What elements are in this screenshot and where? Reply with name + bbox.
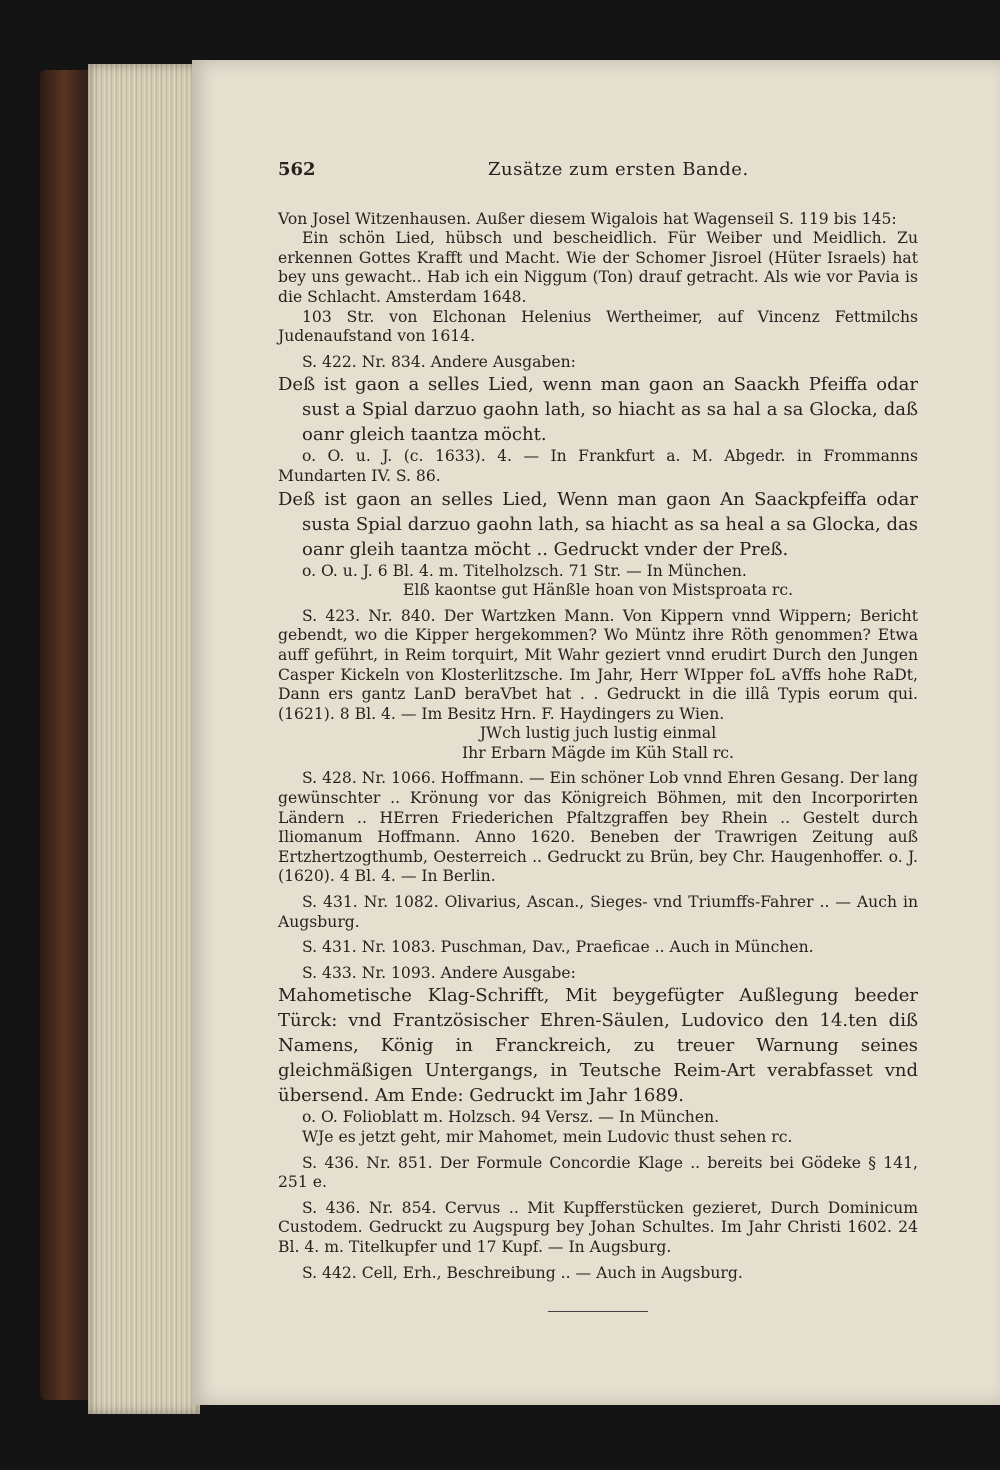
paragraph: Ein schön Lied, hübsch und bescheidlich. Für Weiber und Meidlich. Zu erkennen Gottes Krafft und Macht. Wie der Schomer Jisroel (Hüter Israels) hat bey uns gewacht.. Hab ich ein Niggum (Ton) drauf getracht. Als wie vor Pavia is die Schlacht. Amsterdam 1648. [278,229,918,306]
paragraph: S. 431. Nr. 1082. Olivarius, Ascan., Sieges- vnd Triumffs-Fahrer .. — Auch in Augsburg. [278,893,918,931]
paragraph: o. O. Folioblatt m. Holzsch. 94 Versz. — In München. [302,1108,720,1127]
paragraph: o. O. u. J. (c. 1633). 4. — In Frankfurt a. M. Abgedr. in Frommanns Mundarten IV. S. 86. [278,447,918,485]
verse-line: Elß kaontse gut Hänßle hoan von Mistsproata rc. [402,581,794,600]
page-edges [88,64,200,1414]
verse-line: WJe es jetzt geht, mir Mahomet, mein Ludovic thust sehen rc. [302,1128,793,1146]
page-content [278,160,918,1312]
paragraph: Von Josel Witzenhausen. Außer diesem Wigalois hat Wagenseil S. 119 bis 145: [278,209,897,228]
quoted-title: Deß ist gaon an selles Lied, Wenn man gaon An Saackpfeiffa odar susta Spial darzuo gaohn lath, sa hiacht as sa heal a sa Glocka, das oanr gleih taantza möcht .. Gedruckt vnder der Preß. [278,488,918,560]
closing-rule [548,1311,648,1312]
paragraph: S. 423. Nr. 840. Der Wartzken Mann. Von Kippern vnnd Wippern; Bericht gebendt, wo die Kipper hergekommen? Wo Müntz ihre Röth genommen? Etwa auff geführt, in Reim torquirt, Mit Wahr geziert vnnd erudirt Durch den Jungen Casper Kickeln von Klosterlitzsche. Im Jahr, Herr WIpper foL aVffs hohe RaDt, Dann ers gantz LanD beraVbet hat . . Gedruckt in die illâ Typis eorum qui. (1621). 8 Bl. 4. — Im Besitz Hrn. F. Haydingers zu Wien. [278,606,918,723]
running-head: Zusätze zum ersten Bande. [488,159,749,180]
quoted-title: Mahometische Klag-Schrifft, Mit beygefügter Außlegung beeder Türck: vnd Frantzösischer Ehren-Säulen, Ludovico den 14.ten diß Namens, König in Franckreich, zu treuer Warnung seines gleichmäßigen Untergangs, in Teutsche Reim-Art verabfasset vnd übersend. Am Ende: Gedruckt im Jahr 1689. [278,985,918,1107]
paragraph: 103 Str. von Elchonan Helenius Wertheimer, auf Vincenz Fettmilchs Judenaufstand von 1614. [278,307,918,346]
paragraph: S. 433. Nr. 1093. Andere Ausgabe: [302,963,576,982]
paragraph: S. 436. Nr. 851. Der Formule Concordie Klage .. bereits bei Gödeke § 141, 251 e. [278,1153,918,1192]
paragraph: S. 442. Cell, Erh., Beschreibung .. — Auch in Augsburg. [302,1263,743,1282]
paragraph: S. 436. Nr. 854. Cervus .. Mit Kupfferstücken gezieret, Durch Dominicum Custodem. Gedruckt zu Augspurg bey Johan Schultes. Im Jahr Christi 1602. 24 Bl. 4. m. Titelkupfer und 17 Kupf. — In Augsburg. [278,1198,918,1256]
page-header [278,160,918,180]
page-number: 562 [278,159,316,180]
verse-line: Ihr Erbarn Mägde im Küh Stall rc. [462,743,734,762]
paragraph: S. 428. Nr. 1066. Hoffmann. — Ein schöner Lob vnnd Ehren Gesang. Der lang gewünschter .. Krönung vor das Königreich Böhmen, mit den Incorporirten Ländern .. HErren Friederichen Pfaltzgraffen bey Rhein .. Gestelt durch Iliomanum Hoffmann. Anno 1620. Beneben der Trawrigen Zeitung auß Ertzhertzogthumb, Oesterreich .. Gedruckt zu Brün, bey Chr. Haugenhoffer. o. J. (1620). 4 Bl. 4. — In Berlin. [278,769,918,886]
quoted-title: Deß ist gaon a selles Lied, wenn man gaon an Saackh Pfeiffa odar sust a Spial darzuo gaohn lath, so hiacht as sa hal a sa Glocka, daß oanr gleich taantza möcht. [278,374,918,446]
verse-line: JWch lustig juch lustig einmal [479,724,717,743]
paragraph: S. 422. Nr. 834. Andere Ausgaben: [302,352,576,371]
paragraph: o. O. u. J. 6 Bl. 4. m. Titelholzsch. 71 Str. — In München. [302,561,747,580]
paragraph: S. 431. Nr. 1083. Puschman, Dav., Praeficae .. Auch in München. [302,938,814,957]
book-page [192,60,1000,1405]
